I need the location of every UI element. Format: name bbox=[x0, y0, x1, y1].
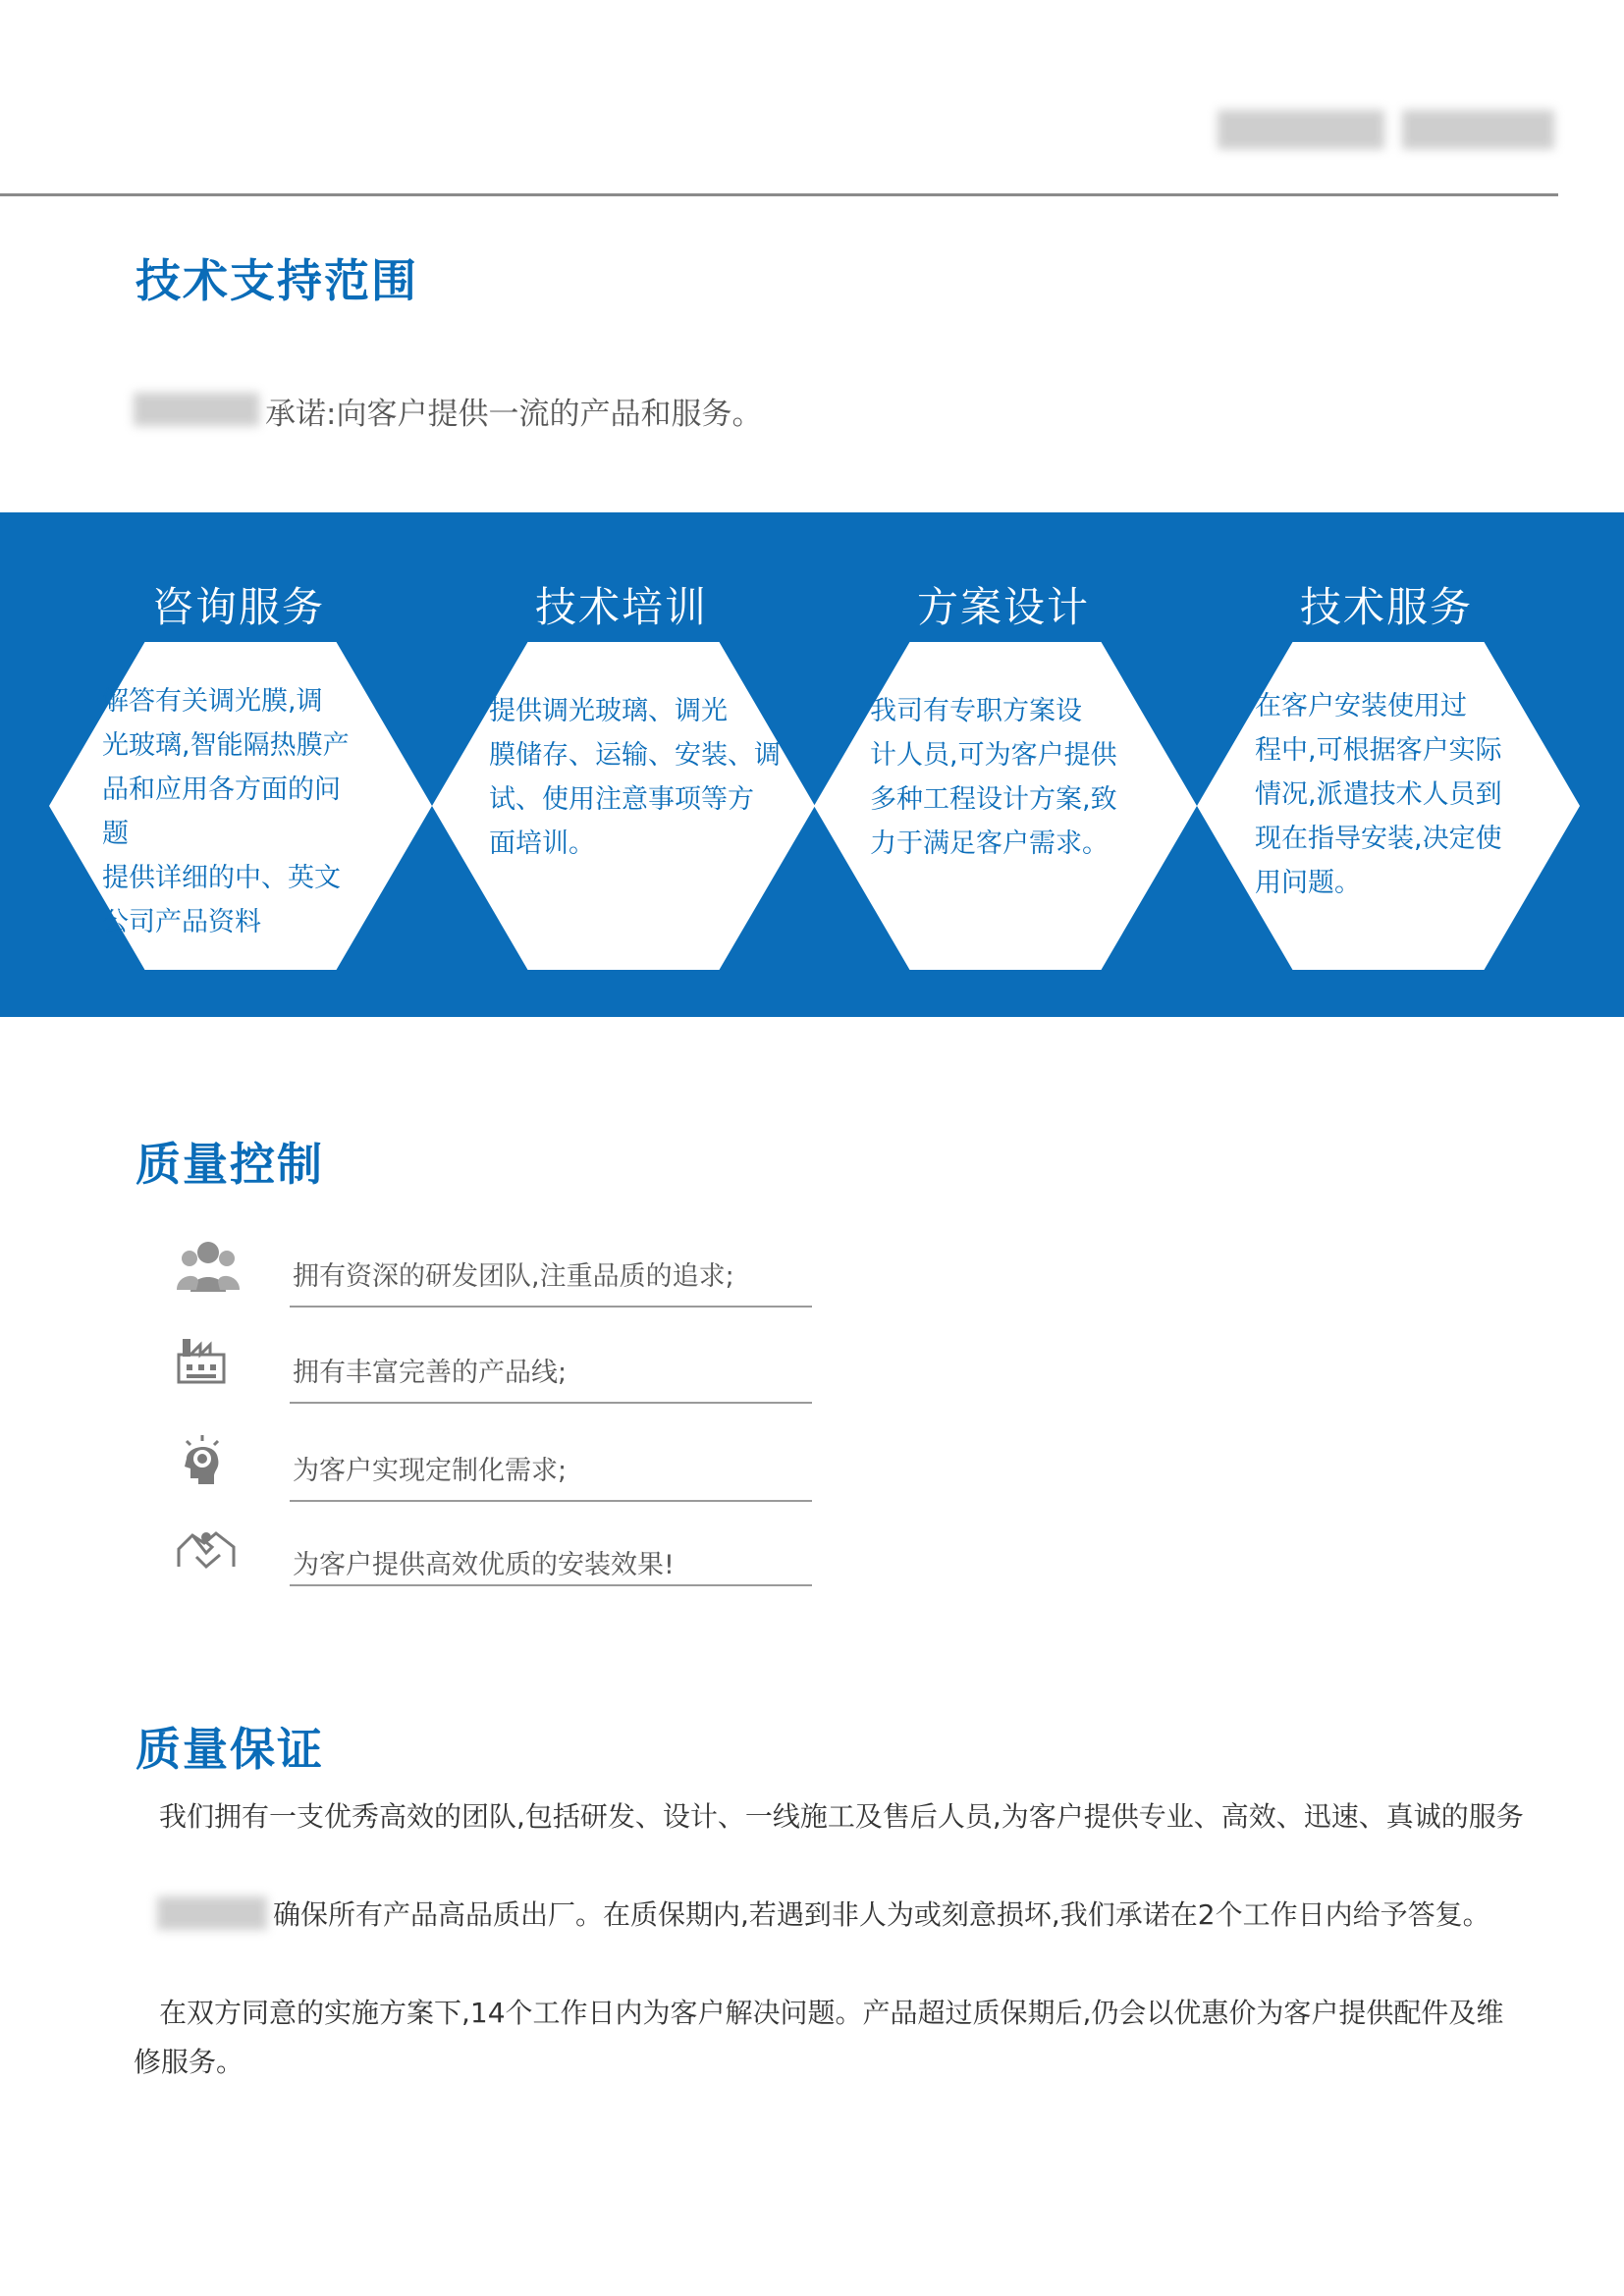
qa-paragraph-service-line2: 修服务。 bbox=[134, 2046, 244, 2078]
service-text-training: 提供调光玻璃、调光 膜储存、运输、安装、调 试、使用注意事项等方 面培训。 bbox=[489, 696, 781, 859]
section-title-tech-support: 技术支持范围 bbox=[135, 254, 418, 307]
qc-divider bbox=[290, 1402, 812, 1404]
header-blurred-logo-2 bbox=[1402, 110, 1554, 149]
header-rule bbox=[0, 193, 1558, 196]
services-band bbox=[0, 512, 1624, 1017]
factory-icon bbox=[177, 1335, 240, 1398]
qc-divider bbox=[290, 1500, 812, 1502]
commitment-text: 承诺:向客户提供一流的产品和服务。 bbox=[265, 397, 763, 432]
qc-item-team bbox=[177, 1239, 815, 1327]
qc-divider bbox=[290, 1584, 812, 1586]
qc-item-installation bbox=[177, 1527, 815, 1616]
handshake-icon bbox=[177, 1527, 240, 1590]
qc-divider bbox=[290, 1306, 812, 1308]
service-text-tech-service: 在客户安装使用过 程中,可根据客户实际 情况,派遣技术人员到 现在指导安装,决定使 用问题。 bbox=[1255, 691, 1502, 898]
qa-paragraph-team: 我们拥有一支优秀高效的团队,包括研发、设计、一线施工及售后人员,为客户提供专业、高效、迅速、真诚的服务 bbox=[159, 1800, 1524, 1833]
qa-paragraph-warranty: 确保所有产品高品质出厂。在质保期内,若遇到非人为或刻意损坏,我们承诺在2个工作日内给予答复。 bbox=[273, 1898, 1490, 1931]
qc-text-product-line: 拥有丰富完善的产品线; bbox=[293, 1358, 568, 1388]
header-blurred-logo-1 bbox=[1218, 110, 1384, 149]
qc-item-product-line bbox=[177, 1335, 815, 1423]
service-text-design: 我司有专职方案设 计人员,可为客户提供 多种工程设计方案,致 力于满足客户需求。 bbox=[870, 696, 1117, 859]
service-title-design: 方案设计 bbox=[916, 583, 1090, 631]
qc-text-customization: 为客户实现定制化需求; bbox=[293, 1456, 568, 1486]
qa-paragraph-service-line1: 在双方同意的实施方案下,14个工作日内为客户解决问题。产品超过质保期后,仍会以优惠价为客户提供配件及维 bbox=[159, 1997, 1504, 2029]
section-title-quality-assurance: 质量保证 bbox=[135, 1723, 324, 1776]
idea-head-icon bbox=[177, 1433, 240, 1496]
blurred-company-name-2 bbox=[157, 1896, 267, 1930]
service-title-tech-service: 技术服务 bbox=[1299, 583, 1473, 631]
service-text-consulting: 解答有关调光膜,调 光玻璃,智能隔热膜产 品和应用各方面的问 题 提供详细的中、英文 公司产品资料 bbox=[102, 686, 350, 937]
qc-text-installation: 为客户提供高效优质的安装效果! bbox=[293, 1550, 675, 1580]
service-title-training: 技术培训 bbox=[534, 583, 708, 631]
service-title-consulting: 咨询服务 bbox=[151, 583, 325, 631]
team-icon bbox=[177, 1239, 240, 1302]
qc-item-customization bbox=[177, 1433, 815, 1522]
blurred-company-name bbox=[134, 393, 259, 426]
qc-text-team: 拥有资深的研发团队,注重品质的追求; bbox=[293, 1261, 734, 1292]
section-title-quality-control: 质量控制 bbox=[135, 1138, 324, 1191]
